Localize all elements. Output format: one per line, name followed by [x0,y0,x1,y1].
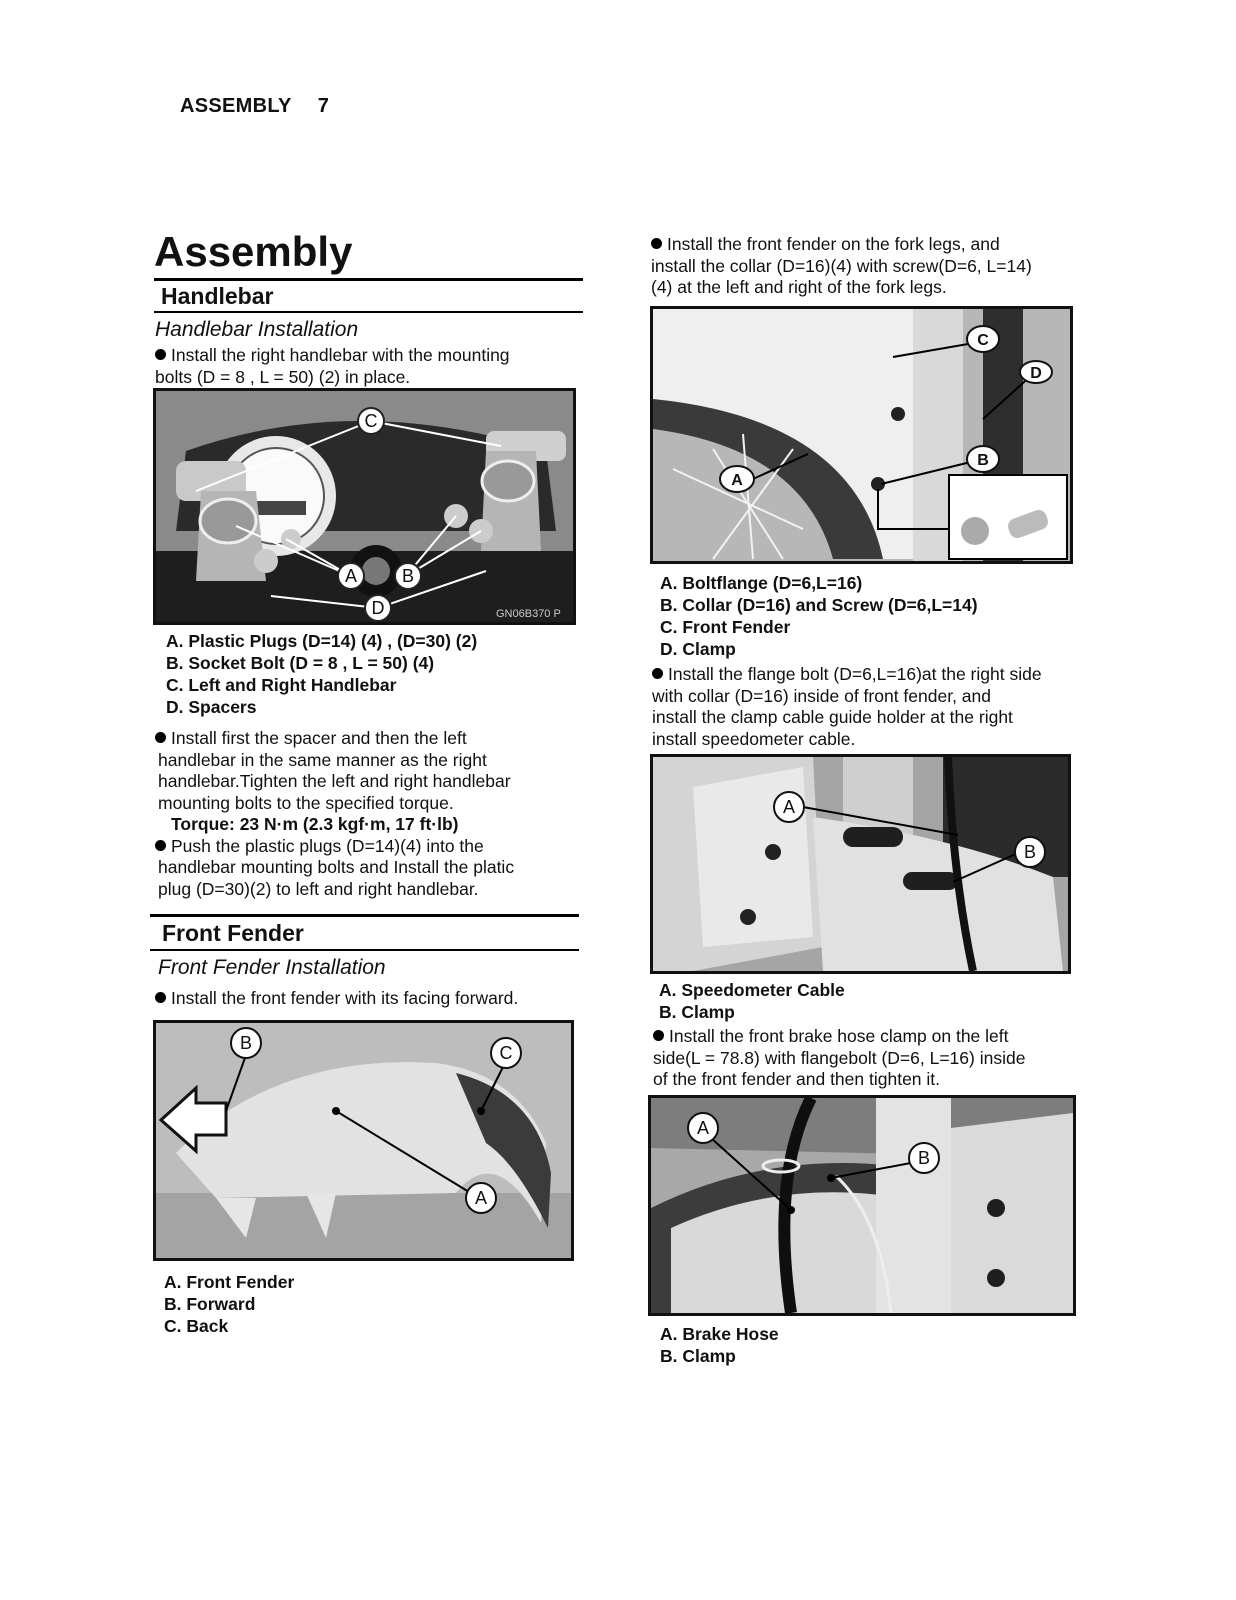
right-step3: Install the front brake hose clamp on the left side(L = 78.8) with flangebolt (D=6, L=16) inside of the front fender and then tighten it. [653,1026,1026,1089]
header-section: ASSEMBLY [180,95,292,117]
bullet-icon [155,992,166,1003]
callout-b: B [917,1148,931,1168]
caption: A. Boltflange (D=6,L=16) [660,573,863,593]
caption: B. Socket Bolt (D = 8 , L = 50) (4) [166,653,435,673]
caption: B. Forward [164,1294,256,1314]
caption: A. Brake Hose [660,1324,779,1344]
caption: A. Front Fender [164,1272,295,1292]
front-fender-heading: Front Fender [162,920,304,946]
caption: A. Plastic Plugs (D=14) (4) , (D=30) (2) [166,631,478,651]
bullet-icon [651,238,662,249]
callout-c: C [977,332,989,349]
callout-a: A [696,1118,710,1138]
right-step2: Install the flange bolt (D=6,L=16)at the right side with collar (D=16) inside of front fender, and install the clamp cable guide holder at the right install speedometer cable. [652,664,1042,749]
callout-d: D [371,598,385,618]
bullet-icon [653,1030,664,1041]
callout-d: D [1030,365,1042,382]
callout-a: A [731,472,743,489]
caption: C. Back [164,1316,229,1336]
speedometer-captions [659,979,845,1023]
intro-line: bolts (D = 8 , L = 50) (2) in place. [155,366,411,387]
callout-a: A [344,566,358,586]
caption: D. Spacers [166,697,257,717]
brake-hose-photo [648,1095,1076,1316]
callout-b: B [239,1033,253,1053]
caption: B. Collar (D=16) and Screw (D=6,L=14) [660,595,978,615]
handlebar-intro [155,345,585,388]
caption: A. Speedometer Cable [659,980,845,1000]
callout-b: B [401,566,415,586]
page-number: 7 [317,95,330,117]
front-fender-captions [164,1271,294,1337]
running-header [180,95,329,118]
speedometer-photo [650,754,1071,974]
intro-line: Install the right handlebar with the mounting [171,345,510,365]
fender-rule-bottom [150,949,579,951]
front-fender-subheading: Front Fender Installation [158,956,386,979]
page-title: Assembly [154,228,353,275]
callout-c: C [364,411,378,431]
photo-code: GN06B370 P [496,608,561,620]
handlebar-step2: Install first the spacer and then the left handlebar in the same manner as the right handlebar.Tighten the left and right handlebar mounting bolts to the specified torque. Torque: 23 N·m (2.3 kgf·m, 17 ft·lb) Push the plastic plugs (D=14)(4) into the handlebar mounting bolts and Install the platic plug (D=30)(2) to left and right handlebar. [155,728,585,900]
callout-a: A [474,1188,488,1208]
front-fender-intro: Install the front fender with its facing forward. [155,988,518,1010]
handlebar-captions [166,630,477,718]
handlebar-photo [153,388,576,625]
bullet-icon [155,349,166,360]
caption: C. Left and Right Handlebar [166,675,397,695]
callout-a: A [782,797,796,817]
fork-photo [650,306,1073,564]
bullet-icon [155,732,166,743]
bullet-icon [155,840,166,851]
caption: C. Front Fender [660,617,791,637]
caption: D. Clamp [660,639,736,659]
handlebar-heading: Handlebar [161,283,274,309]
fender-rule-top [150,914,579,917]
brake-hose-captions [660,1323,779,1367]
front-fender-photo [153,1020,574,1261]
handlebar-subheading: Handlebar Installation [155,318,359,341]
title-rule [154,278,583,281]
callout-c: C [499,1043,513,1063]
fork-captions [660,572,978,660]
caption: B. Clamp [659,1002,735,1022]
callout-b: B [977,452,989,469]
right-step1: Install the front fender on the fork legs, and install the collar (D=16)(4) with screw(D=6, L=14) (4) at the left and right of the fork legs. [651,234,1032,297]
torque-spec: Torque: 23 N·m (2.3 kgf·m, 17 ft·lb) [171,814,459,834]
callout-b: B [1023,842,1037,862]
bullet-icon [652,668,663,679]
handlebar-rule [154,311,583,313]
caption: B. Clamp [660,1346,736,1366]
